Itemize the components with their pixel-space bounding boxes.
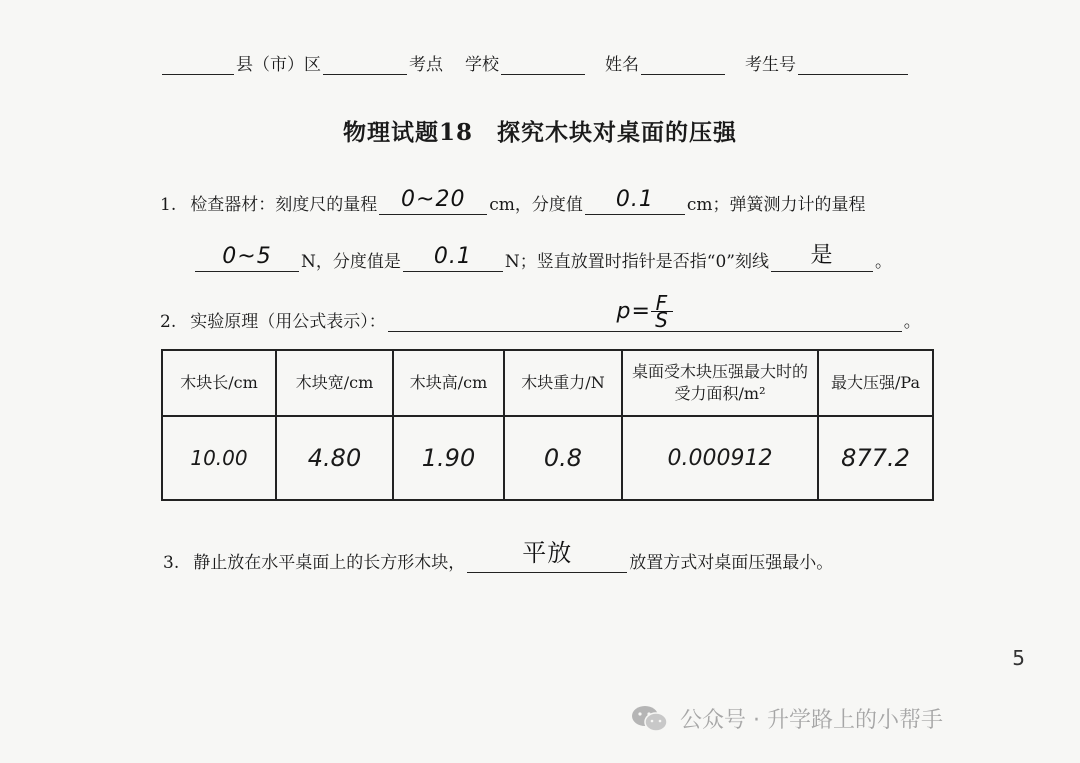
formula-blank[interactable] bbox=[388, 291, 902, 332]
watermark-text: 公众号 · 升学路上的小帮手 bbox=[680, 708, 943, 733]
spring-division-answer: 0.1 bbox=[433, 244, 472, 269]
ruler-range-answer: 0~20 bbox=[401, 187, 466, 212]
formula-denominator: S bbox=[655, 308, 669, 332]
wechat-icon bbox=[630, 704, 670, 734]
header-weight: 木块重力/N bbox=[504, 350, 622, 416]
q2-text: 实验原理（用公式表示）： bbox=[190, 312, 386, 332]
watermark bbox=[630, 703, 943, 734]
spring-division-blank[interactable] bbox=[403, 244, 503, 272]
q3-text-b: 放置方式对桌面压强最小。 bbox=[629, 553, 834, 573]
q1-unit-n1: N，分度值是 bbox=[301, 252, 401, 272]
county-label: 县（市）区 bbox=[236, 55, 321, 75]
header-length: 木块长/cm bbox=[162, 350, 276, 416]
formula-numerator: F bbox=[655, 291, 669, 315]
value-weight[interactable]: 0.8 bbox=[504, 416, 622, 500]
header-pressure: 最大压强/Pa bbox=[818, 350, 933, 416]
page-title: 物理试题18 探究木块对桌面的压强 bbox=[342, 119, 737, 146]
q1-unit-cm2: cm；弹簧测力计的量程 bbox=[686, 195, 866, 215]
ruler-division-blank[interactable] bbox=[585, 187, 685, 215]
header-width: 木块宽/cm bbox=[276, 350, 393, 416]
q3-line bbox=[163, 539, 834, 573]
name-label: 姓名 bbox=[605, 55, 639, 75]
value-pressure[interactable]: 877.2 bbox=[818, 416, 933, 500]
q2-period: 。 bbox=[903, 312, 921, 332]
header-line bbox=[160, 50, 910, 75]
exam-site-blank[interactable] bbox=[323, 54, 407, 75]
exam-site-label: 考点 bbox=[409, 55, 443, 75]
q3-text-a: 静止放在水平桌面上的长方形木块， bbox=[193, 553, 466, 573]
data-table bbox=[161, 349, 934, 501]
zero-check-answer: 是 bbox=[810, 243, 834, 268]
candidate-no-label: 考生号 bbox=[745, 55, 796, 75]
q1-unit-cm1: cm，分度值 bbox=[489, 195, 583, 215]
q1-text-a: 检查器材：刻度尺的量程 bbox=[190, 195, 378, 215]
table-header-row bbox=[162, 350, 933, 416]
q1-line2 bbox=[193, 243, 892, 272]
header-height: 木块高/cm bbox=[393, 350, 504, 416]
formula-answer bbox=[388, 291, 902, 332]
school-blank[interactable] bbox=[501, 54, 585, 75]
value-height[interactable]: 1.90 bbox=[393, 416, 504, 500]
placement-blank[interactable] bbox=[467, 539, 627, 573]
formula-left: p= bbox=[616, 299, 651, 324]
q1-line1 bbox=[160, 187, 866, 215]
value-width[interactable]: 4.80 bbox=[276, 416, 393, 500]
name-blank[interactable] bbox=[641, 54, 725, 75]
ruler-division-answer: 0.1 bbox=[615, 187, 654, 212]
q2-line bbox=[160, 291, 921, 332]
spring-range-answer: 0~5 bbox=[222, 244, 272, 269]
table-row bbox=[162, 416, 933, 500]
q3-number: 3. bbox=[163, 553, 180, 573]
q1-unit-n2: N；竖直放置时指针是否指“0”刻线 bbox=[504, 252, 769, 272]
page-number: 5 bbox=[1012, 646, 1025, 670]
q2-number: 2. bbox=[160, 312, 177, 332]
spring-range-blank[interactable] bbox=[195, 244, 299, 272]
ruler-range-blank[interactable] bbox=[379, 187, 487, 215]
county-blank[interactable] bbox=[162, 54, 234, 75]
candidate-no-blank[interactable] bbox=[798, 54, 908, 75]
zero-check-blank[interactable] bbox=[771, 243, 873, 272]
placement-answer: 平放 bbox=[522, 539, 573, 567]
q1-period: 。 bbox=[874, 252, 892, 272]
header-area: 桌面受木块压强最大时的受力面积/m² bbox=[622, 350, 818, 416]
value-length[interactable]: 10.00 bbox=[162, 416, 276, 500]
formula-fraction bbox=[651, 291, 673, 332]
value-area[interactable]: 0.000912 bbox=[622, 416, 818, 500]
school-label: 学校 bbox=[465, 55, 499, 75]
q1-number: 1. bbox=[160, 195, 177, 215]
